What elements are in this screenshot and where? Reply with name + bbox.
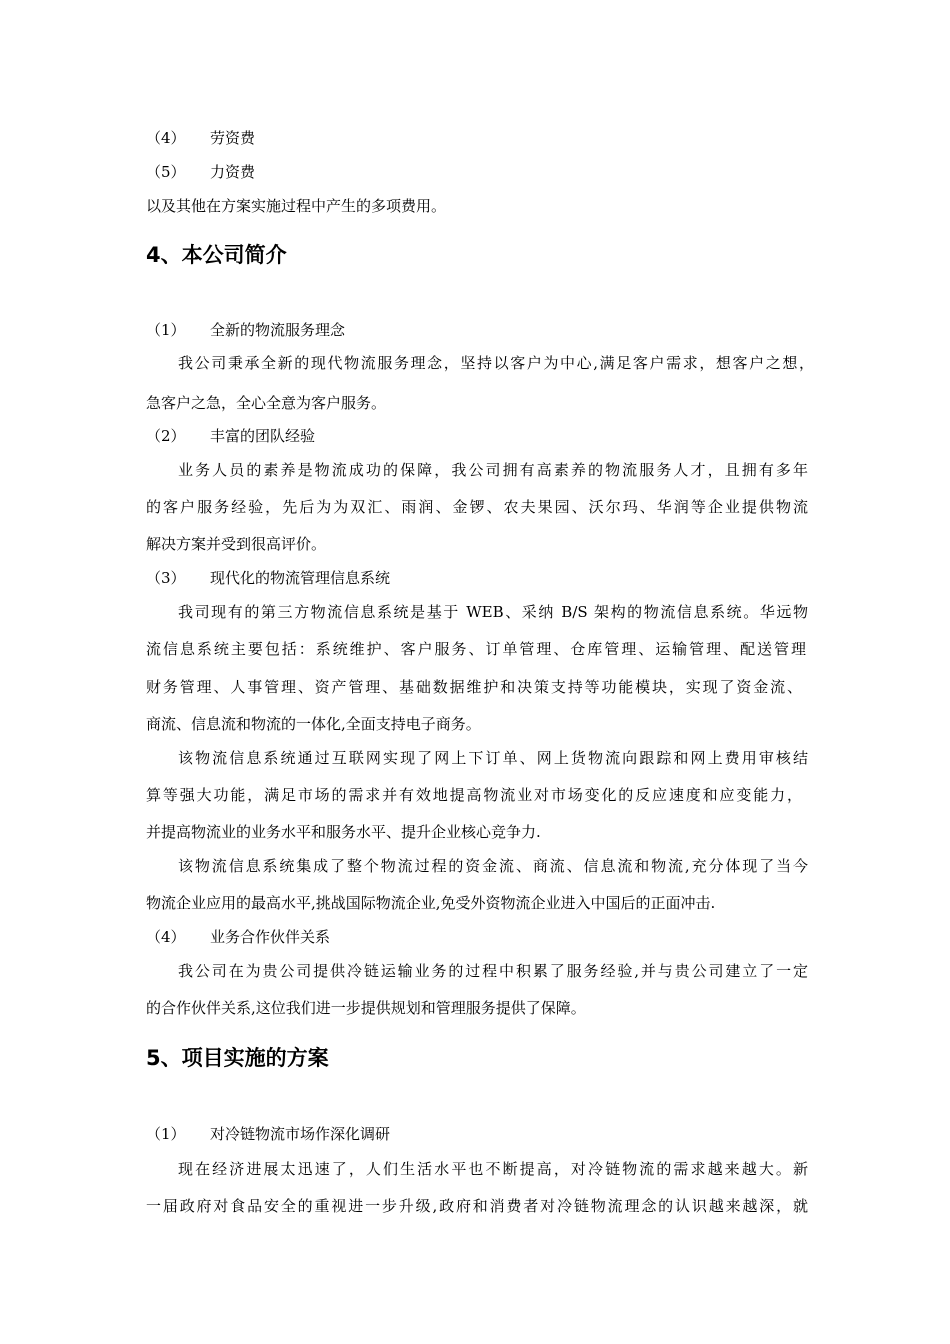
paragraph-line: 并提高物流业的业务水平和服务水平、提升企业核心竞争力.: [146, 823, 541, 841]
list-number: （4）: [146, 928, 186, 946]
list-item: [146, 1123, 390, 1144]
list-item: [146, 161, 255, 182]
paragraph-line: 以及其他在方案实施过程中产生的多项费用。: [146, 197, 447, 215]
paragraph-line: 流信息系统主要包括：系统维护、客户服务、订单管理、仓库管理、运输管理、配送管理: [146, 640, 806, 658]
list-number: （1）: [146, 321, 186, 339]
paragraph-line: 解决方案并受到很高评价。: [146, 535, 327, 553]
paragraph-line: 该物流信息系统通过互联网实现了网上下订单、网上货物流向跟踪和网上费用审核结: [178, 749, 808, 767]
paragraph-line: 我司现有的第三方物流信息系统是基于 WEB、采纳 B/S 架构的物流信息系统。华远物: [178, 603, 808, 621]
paragraph-line: 业务人员的素养是物流成功的保障，我公司拥有高素养的物流服务人才，且拥有多年: [178, 461, 808, 479]
list-number: （1）: [146, 1125, 186, 1143]
list-text: 现代化的物流管理信息系统: [210, 569, 391, 587]
paragraph-line: 的合作伙伴关系,这位我们进一步提供规划和管理服务提供了保障。: [146, 999, 586, 1017]
paragraph-line: 算等强大功能，满足市场的需求并有效地提高物流业对市场变化的反应速度和应变能力，: [146, 786, 802, 804]
list-item: [146, 127, 255, 148]
list-text: 丰富的团队经验: [210, 427, 316, 445]
list-text: 对冷链物流市场作深化调研: [210, 1125, 391, 1143]
list-text: 业务合作伙伴关系: [210, 928, 331, 946]
list-item: [146, 319, 345, 340]
list-text: 劳资费: [210, 129, 256, 147]
list-number: （5）: [146, 163, 186, 181]
section-heading: 5、项目实施的方案: [146, 1046, 329, 1070]
section-heading: 4、本公司简介: [146, 243, 287, 267]
paragraph-line: 财务管理、人事管理、资产管理、基础数据维护和决策支持等功能模块，实现了资金流、: [146, 678, 802, 696]
list-text: 力资费: [210, 163, 256, 181]
paragraph-line: 现在经济进展太迅速了，人们生活水平也不断提高，对冷链物流的需求越来越大。新: [178, 1160, 808, 1178]
paragraph-line: 我公司秉承全新的现代物流服务理念，坚持以客户为中心,满足客户需求，想客户之想，: [178, 354, 814, 372]
list-number: （2）: [146, 427, 186, 445]
list-item: [146, 926, 330, 947]
paragraph-line: 一届政府对食品安全的重视进一步升级,政府和消费者对冷链物流理念的认识越来越深，就: [146, 1197, 808, 1215]
paragraph-line: 急客户之急，全心全意为客户服务。: [146, 394, 387, 412]
list-item: [146, 567, 390, 588]
paragraph-line: 该物流信息系统集成了整个物流过程的资金流、商流、信息流和物流,充分体现了当今: [178, 857, 808, 875]
list-text: 全新的物流服务理念: [210, 321, 346, 339]
list-number: （4）: [146, 129, 186, 147]
paragraph-line: 物流企业应用的最高水平,挑战国际物流企业,免受外资物流企业进入中国后的正面冲击.: [146, 894, 716, 912]
list-number: （3）: [146, 569, 186, 587]
paragraph-line: 的客户服务经验，先后为为双汇、雨润、金锣、农夫果园、沃尔玛、华润等企业提供物流: [146, 498, 808, 516]
paragraph-line: 我公司在为贵公司提供冷链运输业务的过程中积累了服务经验,并与贵公司建立了一定: [178, 962, 808, 980]
list-item: [146, 425, 315, 446]
paragraph-line: 商流、信息流和物流的一体化,全面支持电子商务。: [146, 715, 481, 733]
